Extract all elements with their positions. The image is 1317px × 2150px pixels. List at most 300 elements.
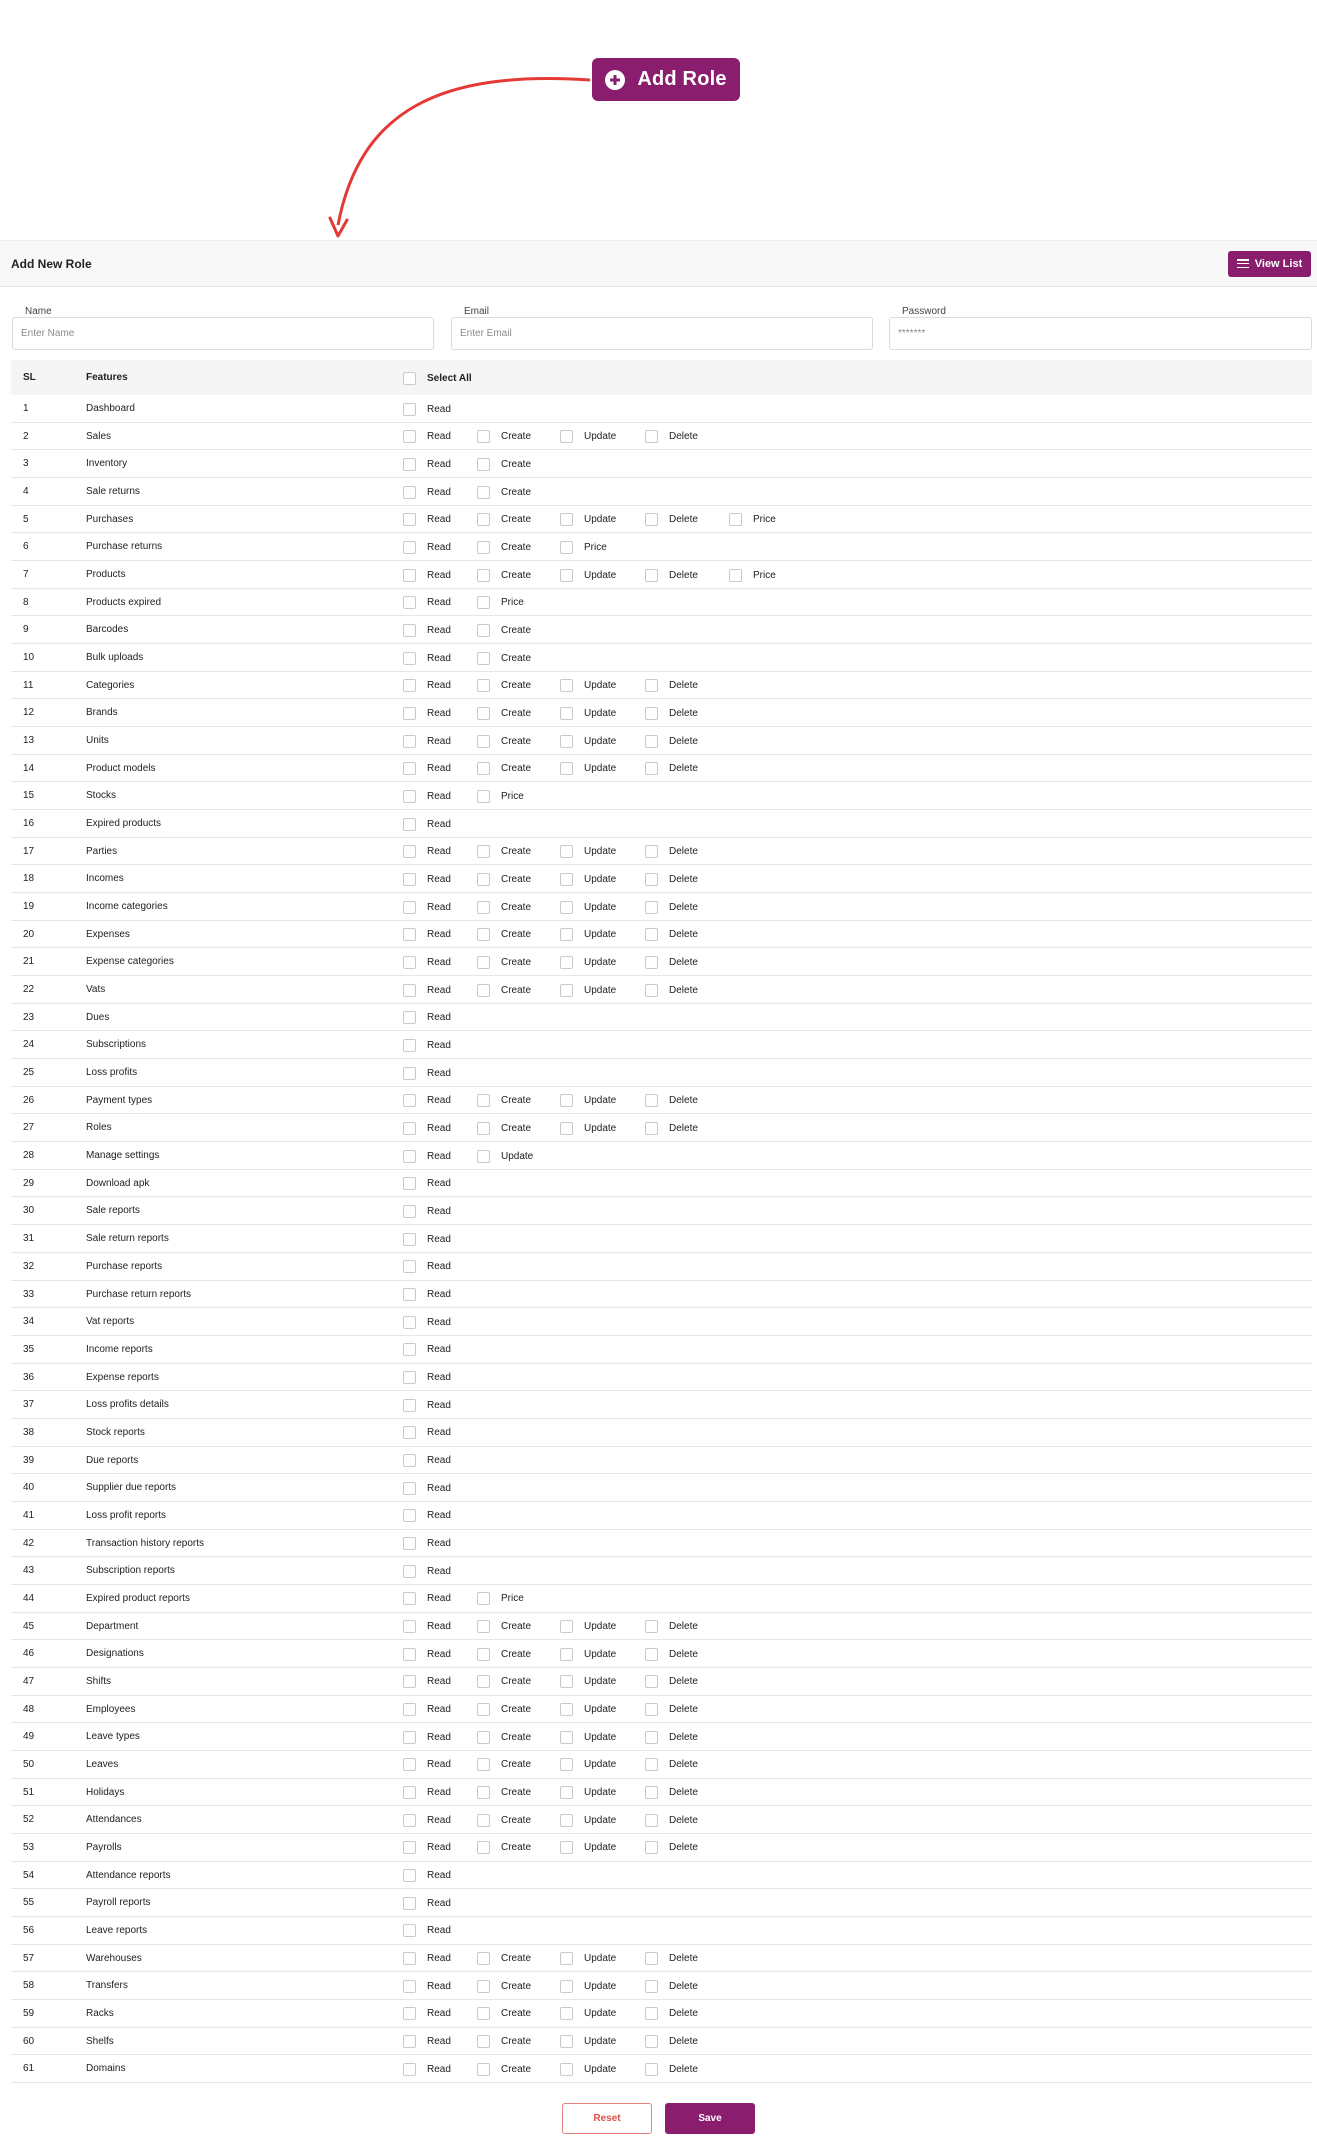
perm-checkbox[interactable] [477, 624, 490, 637]
perm-update[interactable] [560, 983, 616, 997]
perm-create[interactable] [477, 706, 531, 720]
view-list-button[interactable] [1228, 251, 1311, 277]
perm-checkbox[interactable] [477, 486, 490, 499]
perm-update[interactable] [560, 1841, 616, 1855]
perm-create[interactable] [477, 1730, 531, 1744]
perm-checkbox[interactable] [477, 596, 490, 609]
perm-create[interactable] [477, 1813, 531, 1827]
perm-read[interactable] [403, 1896, 451, 1910]
perm-read[interactable] [403, 540, 451, 554]
perm-checkbox[interactable] [645, 928, 658, 941]
perm-checkbox[interactable] [560, 1758, 573, 1771]
perm-create[interactable] [477, 679, 531, 693]
perm-checkbox[interactable] [645, 1841, 658, 1854]
perm-delete[interactable] [645, 1952, 698, 1966]
perm-checkbox[interactable] [560, 679, 573, 692]
perm-checkbox[interactable] [645, 513, 658, 526]
perm-read[interactable] [403, 2062, 451, 2076]
perm-read[interactable] [403, 845, 451, 859]
perm-update[interactable] [560, 568, 616, 582]
perm-read[interactable] [403, 817, 451, 831]
perm-checkbox[interactable] [560, 1786, 573, 1799]
perm-delete[interactable] [645, 2035, 698, 2049]
perm-checkbox[interactable] [403, 845, 416, 858]
perm-checkbox[interactable] [560, 2007, 573, 2020]
perm-create[interactable] [477, 1094, 531, 1108]
perm-delete[interactable] [645, 2007, 698, 2021]
perm-create[interactable] [477, 623, 531, 637]
perm-delete[interactable] [645, 900, 698, 914]
perm-read[interactable] [403, 1232, 451, 1246]
perm-update[interactable] [477, 1149, 533, 1163]
perm-create[interactable] [477, 1758, 531, 1772]
perm-checkbox[interactable] [403, 486, 416, 499]
perm-checkbox[interactable] [403, 1897, 416, 1910]
perm-checkbox[interactable] [560, 1814, 573, 1827]
perm-create[interactable] [477, 872, 531, 886]
perm-checkbox[interactable] [560, 513, 573, 526]
perm-update[interactable] [560, 1094, 616, 1108]
perm-delete[interactable] [645, 1703, 698, 1717]
perm-checkbox[interactable] [403, 790, 416, 803]
reset-button[interactable]: Reset [562, 2103, 652, 2134]
perm-read[interactable] [403, 2035, 451, 2049]
perm-checkbox[interactable] [645, 873, 658, 886]
perm-delete[interactable] [645, 1647, 698, 1661]
perm-checkbox[interactable] [403, 1648, 416, 1661]
perm-checkbox[interactable] [477, 1814, 490, 1827]
perm-checkbox[interactable] [403, 1620, 416, 1633]
perm-read[interactable] [403, 1094, 451, 1108]
perm-checkbox[interactable] [645, 956, 658, 969]
perm-checkbox[interactable] [645, 2063, 658, 2076]
perm-update[interactable] [560, 679, 616, 693]
perm-checkbox[interactable] [403, 707, 416, 720]
perm-create[interactable] [477, 1703, 531, 1717]
perm-checkbox[interactable] [403, 1122, 416, 1135]
perm-update[interactable] [560, 845, 616, 859]
perm-create[interactable] [477, 1647, 531, 1661]
perm-checkbox[interactable] [403, 1067, 416, 1080]
perm-checkbox[interactable] [477, 928, 490, 941]
perm-create[interactable] [477, 1952, 531, 1966]
perm-create[interactable] [477, 845, 531, 859]
perm-read[interactable] [403, 2007, 451, 2021]
perm-update[interactable] [560, 734, 616, 748]
perm-checkbox[interactable] [560, 1675, 573, 1688]
perm-checkbox[interactable] [403, 1426, 416, 1439]
perm-checkbox[interactable] [560, 430, 573, 443]
perm-read[interactable] [403, 1371, 451, 1385]
perm-checkbox[interactable] [403, 1233, 416, 1246]
perm-delete[interactable] [645, 762, 698, 776]
perm-checkbox[interactable] [477, 458, 490, 471]
perm-checkbox[interactable] [645, 1675, 658, 1688]
perm-checkbox[interactable] [645, 430, 658, 443]
save-button[interactable]: Save [665, 2103, 755, 2134]
perm-checkbox[interactable] [403, 1814, 416, 1827]
perm-read[interactable] [403, 1869, 451, 1883]
perm-checkbox[interactable] [403, 1537, 416, 1550]
perm-read[interactable] [403, 1121, 451, 1135]
perm-checkbox[interactable] [403, 1454, 416, 1467]
perm-checkbox[interactable] [477, 679, 490, 692]
perm-checkbox[interactable] [403, 1343, 416, 1356]
perm-checkbox[interactable] [403, 652, 416, 665]
perm-checkbox[interactable] [403, 1177, 416, 1190]
perm-create[interactable] [477, 1675, 531, 1689]
perm-delete[interactable] [645, 955, 698, 969]
perm-delete[interactable] [645, 1979, 698, 1993]
perm-read[interactable] [403, 568, 451, 582]
perm-read[interactable] [403, 430, 451, 444]
perm-update[interactable] [560, 1952, 616, 1966]
perm-read[interactable] [403, 762, 451, 776]
perm-checkbox[interactable] [645, 707, 658, 720]
password-input[interactable]: ******* [889, 317, 1312, 350]
perm-create[interactable] [477, 513, 531, 527]
perm-update[interactable] [560, 762, 616, 776]
perm-update[interactable] [560, 1758, 616, 1772]
perm-read[interactable] [403, 651, 451, 665]
perm-read[interactable] [403, 1204, 451, 1218]
perm-update[interactable] [560, 955, 616, 969]
perm-checkbox[interactable] [403, 1592, 416, 1605]
perm-checkbox[interactable] [477, 762, 490, 775]
perm-create[interactable] [477, 457, 531, 471]
perm-checkbox[interactable] [477, 1675, 490, 1688]
perm-checkbox[interactable] [560, 984, 573, 997]
perm-checkbox[interactable] [645, 569, 658, 582]
perm-create[interactable] [477, 762, 531, 776]
perm-read[interactable] [403, 1149, 451, 1163]
perm-delete[interactable] [645, 1121, 698, 1135]
perm-price[interactable] [729, 513, 776, 527]
perm-checkbox[interactable] [403, 1758, 416, 1771]
perm-update[interactable] [560, 513, 616, 527]
perm-checkbox[interactable] [477, 1094, 490, 1107]
perm-read[interactable] [403, 457, 451, 471]
perm-checkbox[interactable] [403, 1399, 416, 1412]
perm-checkbox[interactable] [403, 762, 416, 775]
perm-read[interactable] [403, 1786, 451, 1800]
perm-checkbox[interactable] [477, 735, 490, 748]
perm-checkbox[interactable] [645, 1094, 658, 1107]
perm-checkbox[interactable] [560, 1122, 573, 1135]
perm-create[interactable] [477, 1121, 531, 1135]
perm-checkbox[interactable] [403, 873, 416, 886]
perm-checkbox[interactable] [403, 1731, 416, 1744]
perm-checkbox[interactable] [477, 1952, 490, 1965]
perm-delete[interactable] [645, 706, 698, 720]
perm-update[interactable] [560, 2035, 616, 2049]
perm-checkbox[interactable] [729, 513, 742, 526]
perm-checkbox[interactable] [403, 1316, 416, 1329]
perm-checkbox[interactable] [645, 1648, 658, 1661]
perm-create[interactable] [477, 2007, 531, 2021]
perm-update[interactable] [560, 1786, 616, 1800]
perm-checkbox[interactable] [645, 679, 658, 692]
perm-checkbox[interactable] [403, 1703, 416, 1716]
perm-delete[interactable] [645, 983, 698, 997]
perm-checkbox[interactable] [477, 1786, 490, 1799]
perm-create[interactable] [477, 928, 531, 942]
perm-delete[interactable] [645, 1675, 698, 1689]
perm-update[interactable] [560, 1121, 616, 1135]
select-all[interactable] [403, 371, 472, 385]
perm-read[interactable] [403, 679, 451, 693]
perm-checkbox[interactable] [403, 458, 416, 471]
perm-checkbox[interactable] [403, 984, 416, 997]
perm-read[interactable] [403, 1011, 451, 1025]
perm-checkbox[interactable] [560, 1703, 573, 1716]
perm-create[interactable] [477, 955, 531, 969]
perm-checkbox[interactable] [645, 1980, 658, 1993]
perm-checkbox[interactable] [477, 1758, 490, 1771]
perm-checkbox[interactable] [403, 1565, 416, 1578]
perm-read[interactable] [403, 1703, 451, 1717]
perm-read[interactable] [403, 1315, 451, 1329]
perm-create[interactable] [477, 430, 531, 444]
perm-checkbox[interactable] [403, 403, 416, 416]
perm-checkbox[interactable] [403, 2035, 416, 2048]
perm-checkbox[interactable] [477, 2007, 490, 2020]
perm-checkbox[interactable] [560, 735, 573, 748]
perm-checkbox[interactable] [560, 1648, 573, 1661]
perm-create[interactable] [477, 900, 531, 914]
perm-checkbox[interactable] [477, 2063, 490, 2076]
perm-delete[interactable] [645, 872, 698, 886]
perm-read[interactable] [403, 789, 451, 803]
perm-delete[interactable] [645, 568, 698, 582]
perm-read[interactable] [403, 1177, 451, 1191]
perm-read[interactable] [403, 1841, 451, 1855]
perm-read[interactable] [403, 1564, 451, 1578]
perm-checkbox[interactable] [477, 1703, 490, 1716]
perm-checkbox[interactable] [560, 707, 573, 720]
perm-update[interactable] [560, 928, 616, 942]
perm-read[interactable] [403, 983, 451, 997]
perm-checkbox[interactable] [477, 1620, 490, 1633]
perm-checkbox[interactable] [645, 901, 658, 914]
perm-price[interactable] [477, 596, 524, 610]
perm-checkbox[interactable] [403, 1869, 416, 1882]
perm-checkbox[interactable] [477, 1150, 490, 1163]
perm-checkbox[interactable] [403, 901, 416, 914]
perm-read[interactable] [403, 1537, 451, 1551]
perm-checkbox[interactable] [560, 2035, 573, 2048]
perm-create[interactable] [477, 2035, 531, 2049]
perm-checkbox[interactable] [403, 735, 416, 748]
perm-checkbox[interactable] [560, 541, 573, 554]
perm-checkbox[interactable] [403, 1039, 416, 1052]
perm-update[interactable] [560, 1647, 616, 1661]
perm-delete[interactable] [645, 734, 698, 748]
perm-checkbox[interactable] [560, 873, 573, 886]
perm-read[interactable] [403, 1481, 451, 1495]
perm-checkbox[interactable] [560, 1841, 573, 1854]
perm-read[interactable] [403, 1288, 451, 1302]
perm-checkbox[interactable] [403, 430, 416, 443]
perm-update[interactable] [560, 1730, 616, 1744]
perm-checkbox[interactable] [403, 1675, 416, 1688]
perm-update[interactable] [560, 900, 616, 914]
perm-checkbox[interactable] [645, 1814, 658, 1827]
perm-checkbox[interactable] [403, 2007, 416, 2020]
perm-price[interactable] [477, 1592, 524, 1606]
perm-checkbox[interactable] [645, 1620, 658, 1633]
perm-checkbox[interactable] [560, 1094, 573, 1107]
perm-checkbox[interactable] [560, 2063, 573, 2076]
perm-update[interactable] [560, 1813, 616, 1827]
perm-checkbox[interactable] [403, 1509, 416, 1522]
perm-checkbox[interactable] [729, 569, 742, 582]
perm-delete[interactable] [645, 2062, 698, 2076]
perm-checkbox[interactable] [477, 873, 490, 886]
perm-delete[interactable] [645, 513, 698, 527]
perm-create[interactable] [477, 485, 531, 499]
select-all-checkbox[interactable] [403, 372, 416, 385]
perm-checkbox[interactable] [477, 901, 490, 914]
perm-read[interactable] [403, 955, 451, 969]
perm-read[interactable] [403, 623, 451, 637]
perm-checkbox[interactable] [560, 956, 573, 969]
perm-read[interactable] [403, 1620, 451, 1634]
perm-read[interactable] [403, 1343, 451, 1357]
perm-checkbox[interactable] [477, 1731, 490, 1744]
perm-checkbox[interactable] [560, 762, 573, 775]
perm-read[interactable] [403, 1592, 451, 1606]
add-role-button[interactable] [592, 58, 740, 101]
perm-price[interactable] [477, 789, 524, 803]
perm-checkbox[interactable] [645, 1952, 658, 1965]
perm-create[interactable] [477, 1786, 531, 1800]
perm-update[interactable] [560, 1675, 616, 1689]
perm-create[interactable] [477, 1979, 531, 1993]
perm-checkbox[interactable] [403, 928, 416, 941]
perm-checkbox[interactable] [477, 1122, 490, 1135]
perm-checkbox[interactable] [403, 624, 416, 637]
perm-update[interactable] [560, 430, 616, 444]
perm-checkbox[interactable] [477, 513, 490, 526]
perm-read[interactable] [403, 1758, 451, 1772]
perm-checkbox[interactable] [403, 1841, 416, 1854]
perm-checkbox[interactable] [477, 652, 490, 665]
perm-delete[interactable] [645, 1730, 698, 1744]
perm-read[interactable] [403, 872, 451, 886]
perm-read[interactable] [403, 402, 451, 416]
perm-read[interactable] [403, 1675, 451, 1689]
perm-checkbox[interactable] [477, 1980, 490, 1993]
perm-create[interactable] [477, 651, 531, 665]
perm-checkbox[interactable] [403, 1924, 416, 1937]
perm-checkbox[interactable] [477, 1592, 490, 1605]
perm-checkbox[interactable] [403, 596, 416, 609]
perm-read[interactable] [403, 1260, 451, 1274]
perm-read[interactable] [403, 1730, 451, 1744]
perm-update[interactable] [560, 1703, 616, 1717]
perm-update[interactable] [560, 1620, 616, 1634]
perm-delete[interactable] [645, 1786, 698, 1800]
perm-read[interactable] [403, 485, 451, 499]
perm-checkbox[interactable] [645, 2035, 658, 2048]
perm-update[interactable] [560, 706, 616, 720]
perm-delete[interactable] [645, 679, 698, 693]
perm-read[interactable] [403, 1979, 451, 1993]
perm-checkbox[interactable] [403, 569, 416, 582]
perm-checkbox[interactable] [560, 928, 573, 941]
perm-checkbox[interactable] [477, 430, 490, 443]
perm-delete[interactable] [645, 1758, 698, 1772]
perm-checkbox[interactable] [477, 541, 490, 554]
perm-checkbox[interactable] [645, 1758, 658, 1771]
perm-delete[interactable] [645, 1620, 698, 1634]
perm-read[interactable] [403, 1509, 451, 1523]
perm-checkbox[interactable] [645, 984, 658, 997]
perm-read[interactable] [403, 734, 451, 748]
perm-checkbox[interactable] [645, 845, 658, 858]
perm-read[interactable] [403, 1647, 451, 1661]
perm-checkbox[interactable] [403, 541, 416, 554]
perm-checkbox[interactable] [403, 1260, 416, 1273]
perm-checkbox[interactable] [403, 1011, 416, 1024]
perm-checkbox[interactable] [560, 1952, 573, 1965]
perm-checkbox[interactable] [477, 790, 490, 803]
perm-checkbox[interactable] [560, 845, 573, 858]
perm-checkbox[interactable] [403, 1786, 416, 1799]
perm-checkbox[interactable] [645, 762, 658, 775]
perm-delete[interactable] [645, 1841, 698, 1855]
perm-checkbox[interactable] [477, 956, 490, 969]
perm-price[interactable] [560, 540, 607, 554]
perm-read[interactable] [403, 1426, 451, 1440]
perm-delete[interactable] [645, 928, 698, 942]
perm-checkbox[interactable] [645, 2007, 658, 2020]
perm-checkbox[interactable] [403, 818, 416, 831]
perm-checkbox[interactable] [645, 1122, 658, 1135]
perm-checkbox[interactable] [403, 1094, 416, 1107]
perm-create[interactable] [477, 983, 531, 997]
perm-delete[interactable] [645, 430, 698, 444]
perm-checkbox[interactable] [560, 569, 573, 582]
perm-checkbox[interactable] [560, 1731, 573, 1744]
name-input[interactable]: Enter Name [12, 317, 434, 350]
perm-checkbox[interactable] [403, 2063, 416, 2076]
perm-read[interactable] [403, 596, 451, 610]
email-input[interactable]: Enter Email [451, 317, 873, 350]
perm-update[interactable] [560, 2007, 616, 2021]
perm-checkbox[interactable] [645, 735, 658, 748]
perm-checkbox[interactable] [403, 1980, 416, 1993]
perm-checkbox[interactable] [403, 1205, 416, 1218]
perm-checkbox[interactable] [477, 845, 490, 858]
perm-read[interactable] [403, 1952, 451, 1966]
perm-checkbox[interactable] [403, 956, 416, 969]
perm-checkbox[interactable] [477, 1648, 490, 1661]
perm-update[interactable] [560, 1979, 616, 1993]
perm-delete[interactable] [645, 1813, 698, 1827]
perm-read[interactable] [403, 706, 451, 720]
perm-create[interactable] [477, 1841, 531, 1855]
perm-read[interactable] [403, 1813, 451, 1827]
perm-checkbox[interactable] [403, 679, 416, 692]
perm-create[interactable] [477, 2062, 531, 2076]
perm-read[interactable] [403, 1398, 451, 1412]
perm-checkbox[interactable] [477, 984, 490, 997]
perm-checkbox[interactable] [403, 1482, 416, 1495]
perm-checkbox[interactable] [560, 1980, 573, 1993]
perm-price[interactable] [729, 568, 776, 582]
